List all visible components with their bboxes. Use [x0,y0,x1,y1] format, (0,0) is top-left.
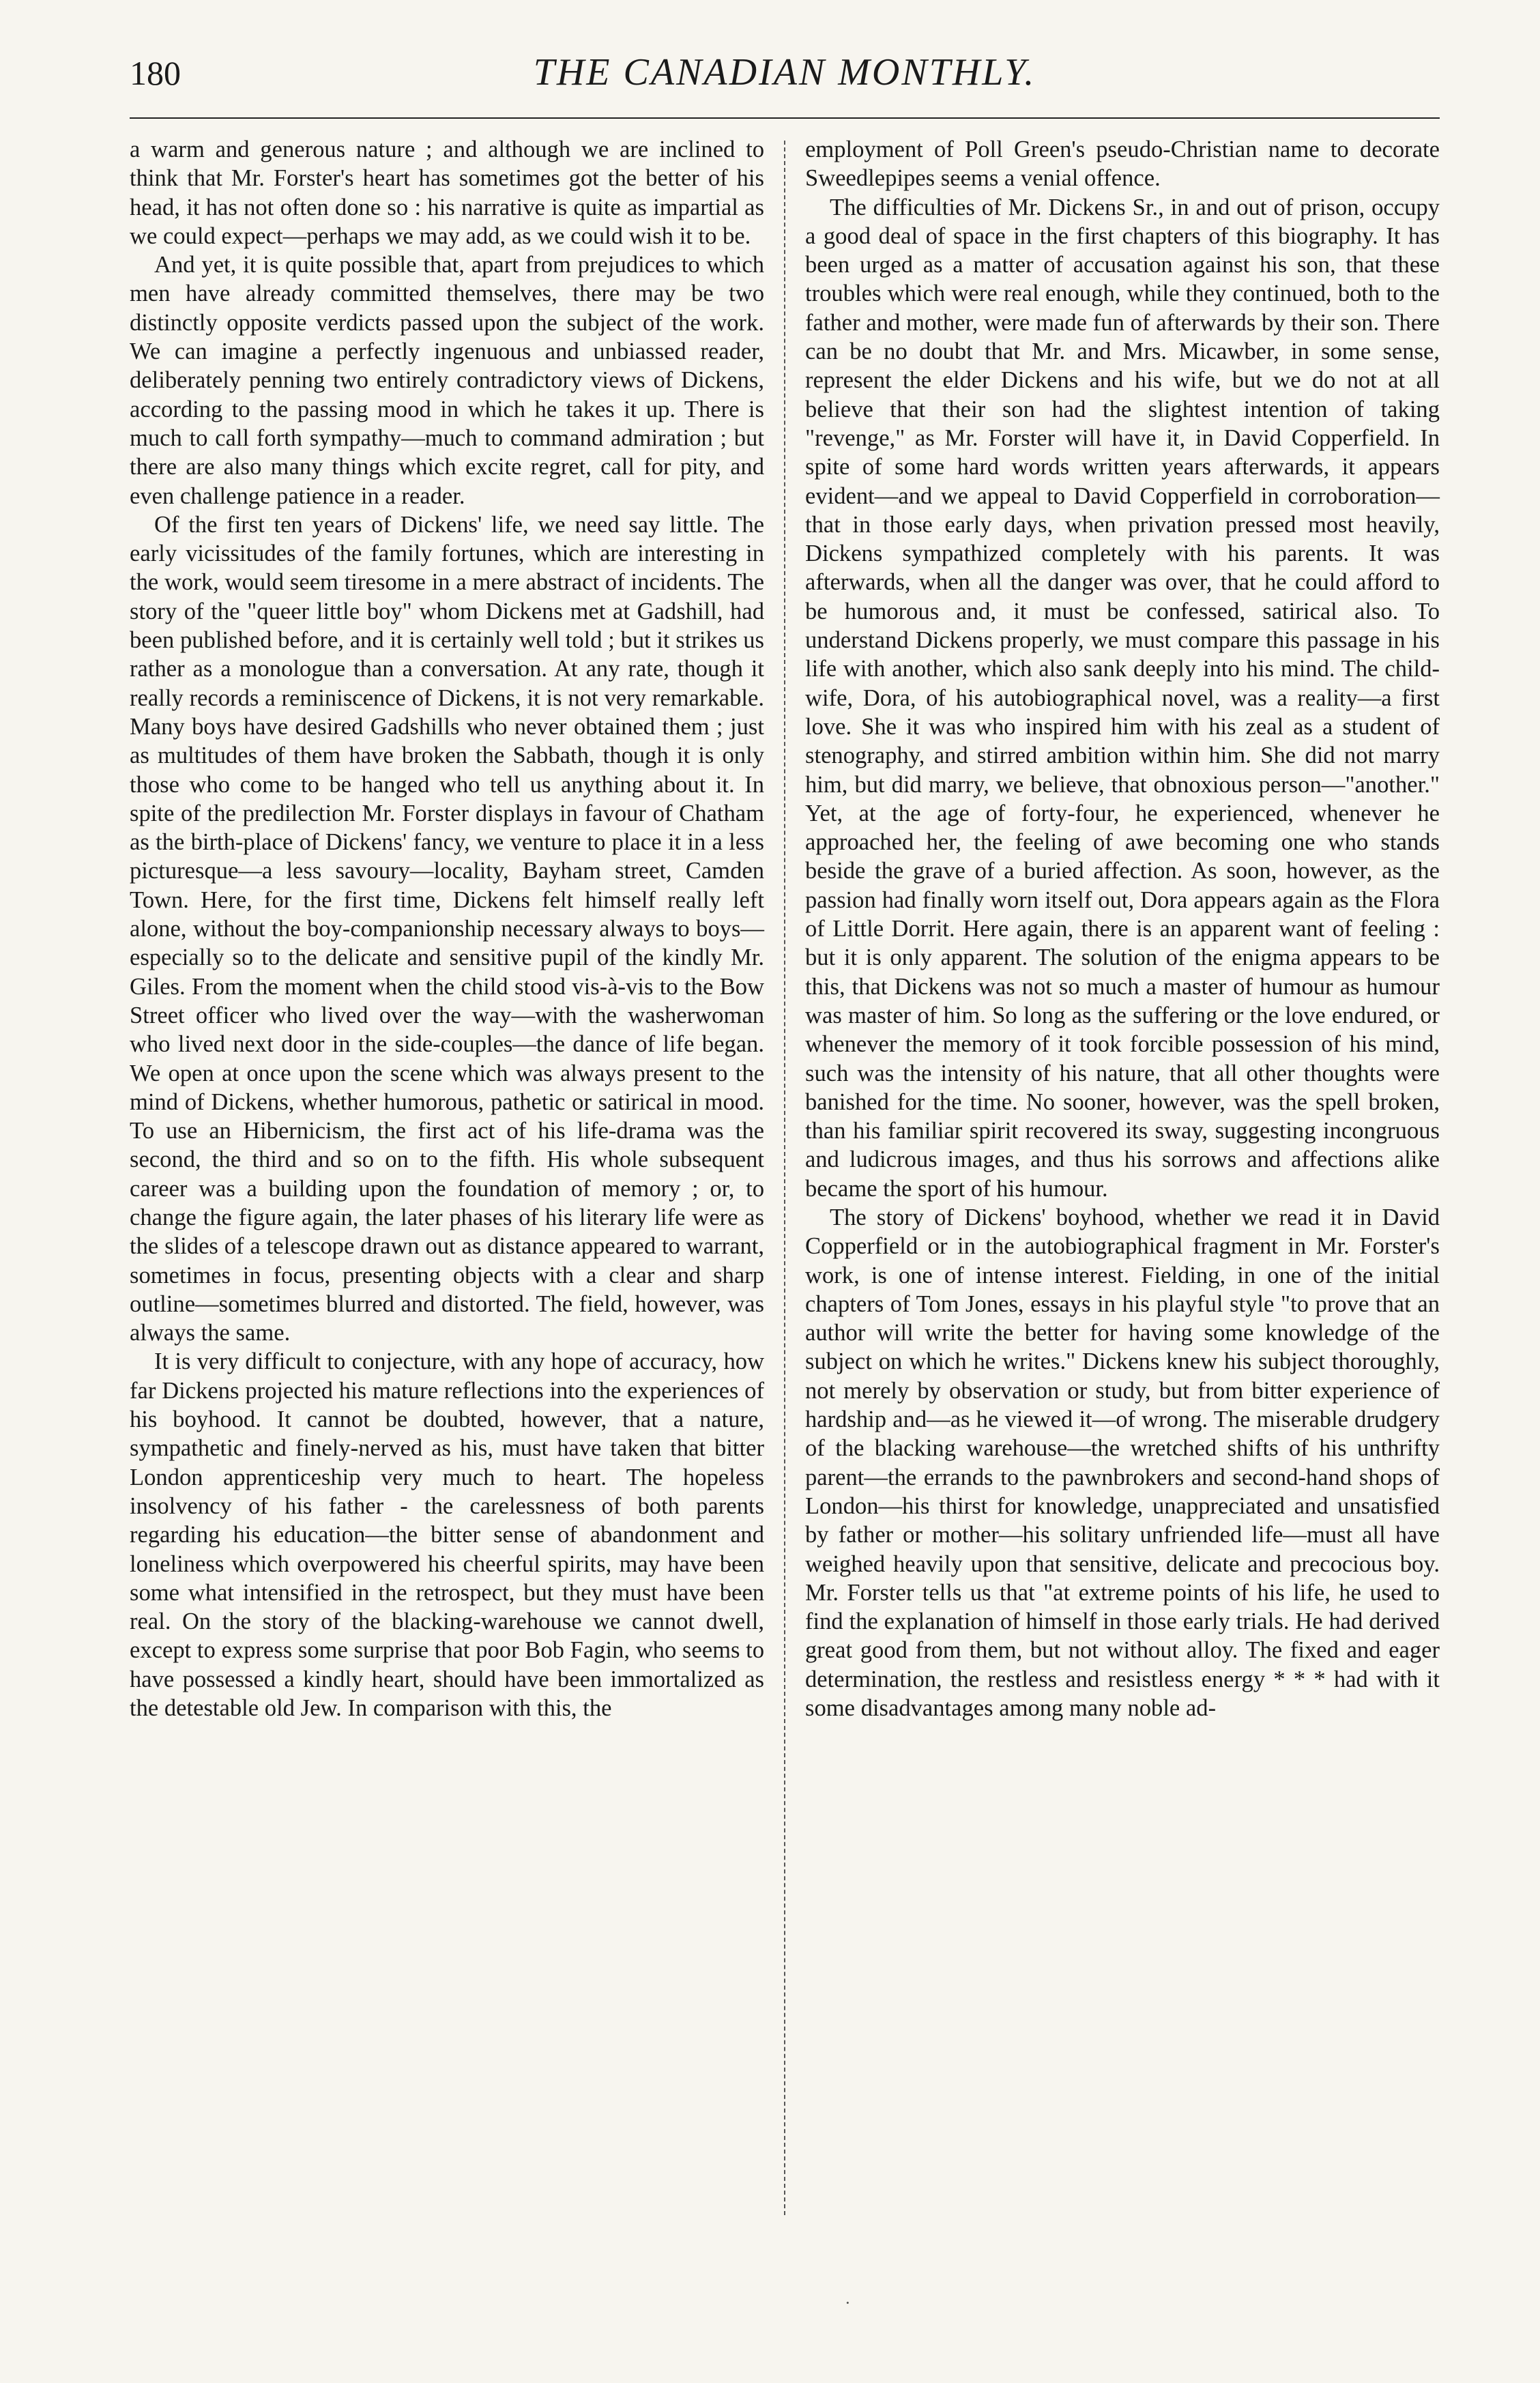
paragraph: It is very difficult to conjecture, with any hope of accuracy, how far Dickens projected his mature reflections into the experiences of his boyhood. It cannot be doubted, however, that a nature, sympathetic and finely-nerved as his, must have taken that bitter London apprenticeship very much to heart. The hopeless insolvency of his father - the carelessness of both parents regarding his education—the bitter sense of abandonment and loneliness which overpowered his cheerful spirits, may have been some what intensified in the retrospect, but they must have been real. On the story of the blacking-warehouse we cannot dwell, except to express some surprise that poor Bob Fagin, who seems to have possessed a kindly heart, should have been immortalized as the detestable old Jew. In comparison with this, the [130,1348,764,1722]
paragraph: The difficulties of Mr. Dickens Sr., in and out of prison, occupy a good deal of space in the first chapters of this biography. It has been urged as a matter of accusation against his son, that these troubles which were real enough, while they continued, both to the father and mother, were made fun of afterwards by their son. There can be no doubt that Mr. and Mrs. Micawber, in some sense, represent the elder Dickens and his wife, but we do not at all believe that their son had the slightest intention of taking "revenge," as Mr. Forster will have it, in David Copperfield. In spite of some hard words written years afterwards, it appears evident—and we appeal to David Copperfield in corroboration—that in those early days, when privation pressed most heavily, Dickens sympathized completely with his parents. It was afterwards, when all the danger was over, that he could afford to be humorous and, it must be confessed, satirical also. To understand Dickens properly, we must compare this passage in his life with another, which also sank deeply into his mind. The child-wife, Dora, of his autobiographical novel, was a reality—a first love. She it was who inspired him with his zeal as a student of stenography, and stirred ambition within him. She did not marry him, but did marry, we believe, that obnoxious person—"another." Yet, at the age of forty-four, he experienced, whenever he approached her, the feeling of awe becoming one who stands beside the grave of a buried affection. As soon, however, as the passion had finally worn itself out, Dora appears again as the Flora of Little Dorrit. Here again, there is an apparent want of feeling : but it is only apparent. The solution of the enigma appears to be this, that Dickens was not so much a master of humour as humour was master of him. So long as the suffering or the love endured, or whenever the memory of it took forcible possession of his mind, such was the intensity of his nature, that all other thoughts were banished for the time. No sooner, however, was the spell broken, than his familiar spirit recovered its sway, suggesting incongruous and ludicrous images, and thus his sorrows and affections alike became the sport of his humour. [805,194,1440,1202]
left-column [130,135,764,2215]
page-number: 180 [130,54,181,92]
paragraph: a warm and generous nature ; and although we are inclined to think that Mr. Forster's heart has sometimes got the better of his head, it has not often done so : his narrative is quite as impartial as we could expect—perhaps we may add, as we could wish it to be. [130,136,764,249]
footer-dot: · [845,2293,851,2313]
running-title: THE CANADIAN MONTHLY. [533,51,1036,93]
page-header [130,48,1440,109]
paragraph: Of the first ten years of Dickens' life, we need say little. The early vicissitudes of the family fortunes, which are interesting in the work, would seem tiresome in a mere abstract of incidents. The story of the "queer little boy" whom Dickens met at Gadshill, had been published before, and it is certainly well told ; but it strikes us rather as a monologue than a conversation. At any rate, though it really records a reminiscence of Dickens, it is not very remarkable. Many boys have desired Gadshills who never obtained them ; just as multitudes of them have broken the Sabbath, though it is only those who come to be hanged who tell us anything about it. In spite of the predilection Mr. Forster displays in favour of Chatham as the birth-place of Dickens' fancy, we venture to place it in a less picturesque—a less savoury—locality, Bayham street, Camden Town. Here, for the first time, Dickens felt himself really left alone, without the boy-companionship necessary always to boys—especially so to the delicate and sensitive pupil of the kindly Mr. Giles. From the moment when the child stood vis-à-vis to the Bow Street officer who lived over the way—with the washerwoman who lived next door in the side-couples—the dance of life began. We open at once upon the scene which was always present to the mind of Dickens, whether humorous, pathetic or satirical in mood. To use an Hibernicism, the first act of his life-drama was the second, the third and so on to the fifth. His whole subsequent career was a building upon the foundation of memory ; or, to change the figure again, the later phases of his literary life were as the slides of a telescope drawn out as distance appeared to warrant, sometimes in focus, presenting objects with a clear and sharp outline—sometimes blurred and distorted. The field, however, was always the same. [130,511,764,1346]
paragraph: The story of Dickens' boyhood, whether we read it in David Copperfield or in the autobiographical fragment in Mr. Forster's work, is one of intense interest. Fielding, in one of the initial chapters of Tom Jones, essays in his playful style "to prove that an author will write the better for having some knowledge of the subject on which he writes." Dickens knew his subject thoroughly, not merely by observation or study, but from bitter experience of hardship and—as he viewed it—of wrong. The miserable drudgery of the blacking warehouse—the wretched shifts of his unthrifty parent—the errands to the pawnbrokers and second-hand shops of London—his thirst for knowledge, unappreciated and unsatisfied by father or mother—his solitary unfriended life—must all have weighed heavily upon that sensitive, delicate and precocious boy. Mr. Forster tells us that "at extreme points of his life, he used to find the explanation of himself in those early trials. He had derived great good from them, but not without alloy. The fixed and eager determination, the restless and resistless energy * * * had with it some disadvantages among many noble ad- [805,1204,1440,1722]
paragraph: employment of Poll Green's pseudo-Christian name to decorate Sweedlepipes seems a venial offence. [805,136,1440,192]
right-column [805,135,1440,2215]
body-columns [130,135,1440,2215]
column-divider [784,141,785,2215]
paragraph: And yet, it is quite possible that, apart from prejudices to which men have already committed themselves, there may be two distinctly opposite verdicts passed upon the subject of the work. We can imagine a perfectly ingenuous and unbiassed reader, deliberately penning two entirely contradictory views of Dickens, according to the passing mood in which he takes it up. There is much to call forth sympathy—much to command admiration ; but there are also many things which excite regret, call for pity, and even challenge patience in a reader. [130,252,764,509]
header-rule [130,117,1440,119]
page [130,48,1440,2313]
